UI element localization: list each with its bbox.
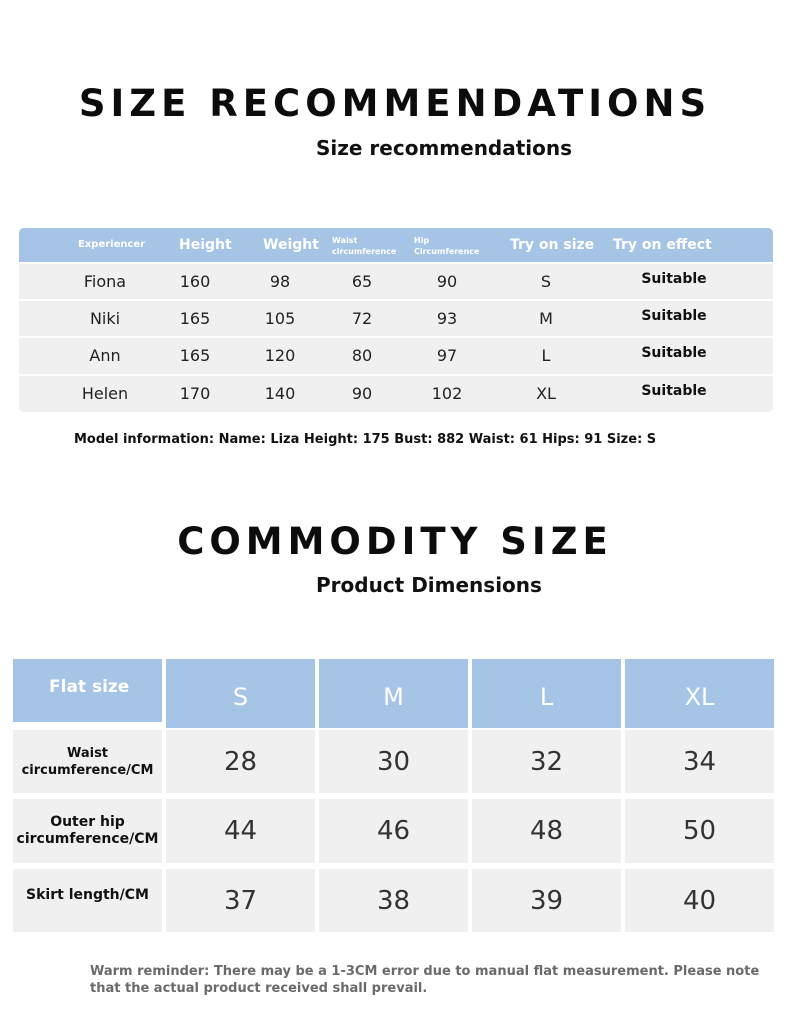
cell-name: Helen: [81, 384, 129, 403]
cell-waist: 80: [351, 346, 373, 365]
size-recommendations-title: SIZE RECOMMENDATIONS: [78, 82, 712, 125]
cell-name: Fiona: [83, 272, 127, 291]
size-recommendations-subtitle: Size recommendations: [316, 136, 573, 160]
model-information: Model information: Name: Liza Height: 175 Bust: 882 Waist: 61 Hips: 91 Size: S: [74, 432, 657, 447]
value-cell: 46: [319, 799, 468, 863]
cell-weight: 98: [269, 272, 291, 291]
header-hip-line1: Hip: [414, 236, 430, 245]
cell-size: L: [541, 346, 551, 365]
value-cell: 28: [166, 730, 315, 793]
commodity-size-title: COMMODITY SIZE: [177, 520, 613, 563]
flat-size-header: Flat size: [13, 659, 162, 722]
value-cell: 40: [625, 869, 774, 932]
product-dimensions-subtitle: Product Dimensions: [316, 573, 542, 597]
value-cell: 38: [319, 869, 468, 932]
header-experiencer: Experiencer: [78, 239, 146, 250]
cell-height: 165: [179, 309, 211, 328]
header-height: Height: [179, 237, 232, 253]
header-hip-line2: Circumference: [414, 247, 480, 256]
row-label-line1: Skirt length/CM: [26, 887, 149, 903]
value-cell: 30: [319, 730, 468, 793]
cell-size: XL: [536, 384, 556, 403]
row-label-waist: [13, 730, 162, 793]
table-row: [19, 299, 773, 336]
warm-reminder: Warm reminder: There may be a 1-3CM error due to manual flat measurement. Please note that the actual product received shall prevail.: [90, 964, 760, 996]
cell-effect: Suitable: [641, 271, 707, 287]
cell-hip: 93: [436, 309, 458, 328]
cell-height: 160: [179, 272, 211, 291]
cell-waist: 90: [351, 384, 373, 403]
cell-size: M: [539, 309, 553, 328]
value-cell: 50: [625, 799, 774, 863]
cell-hip: 102: [431, 384, 463, 403]
row-label-line2: circumference/CM: [21, 762, 154, 778]
size-header-xl: XL: [625, 659, 774, 728]
value-cell: 32: [472, 730, 621, 793]
size-header-l: L: [472, 659, 621, 728]
cell-effect: Suitable: [641, 345, 707, 361]
table-header-row: [19, 228, 773, 262]
row-label-outer-hip: [13, 799, 162, 863]
size-header-m: M: [319, 659, 468, 728]
cell-weight: 105: [264, 309, 296, 328]
cell-waist: 72: [351, 309, 373, 328]
value-cell: 39: [472, 869, 621, 932]
row-label-line2: circumference/CM: [16, 831, 159, 847]
value-cell: 48: [472, 799, 621, 863]
header-waist: [332, 235, 396, 257]
cell-hip: 97: [436, 346, 458, 365]
cell-height: 170: [179, 384, 211, 403]
header-waist-line1: Waist: [332, 236, 358, 245]
size-recommendations-table: [19, 228, 773, 412]
cell-height: 165: [179, 346, 211, 365]
header-weight: Weight: [263, 237, 319, 253]
cell-weight: 120: [264, 346, 296, 365]
row-label-line1: Outer hip: [50, 814, 125, 830]
header-hip: [414, 235, 479, 257]
cell-effect: Suitable: [641, 383, 707, 399]
value-cell: 44: [166, 799, 315, 863]
header-try-effect: Try on effect: [613, 237, 712, 253]
cell-weight: 140: [264, 384, 296, 403]
cell-size: S: [540, 272, 552, 291]
row-label-skirt-length: [13, 869, 162, 932]
table-row: [19, 262, 773, 299]
cell-effect: Suitable: [641, 308, 707, 324]
header-try-size: Try on size: [510, 237, 595, 253]
cell-name: Niki: [89, 309, 121, 328]
table-row: [19, 336, 773, 373]
row-label-line1: Waist: [66, 745, 109, 761]
cell-waist: 65: [351, 272, 373, 291]
cell-name: Ann: [89, 346, 121, 365]
value-cell: 34: [625, 730, 774, 793]
cell-hip: 90: [436, 272, 458, 291]
size-header-s: S: [166, 659, 315, 728]
value-cell: 37: [166, 869, 315, 932]
header-waist-line2: circumference: [332, 247, 397, 256]
table-row: [19, 374, 773, 411]
